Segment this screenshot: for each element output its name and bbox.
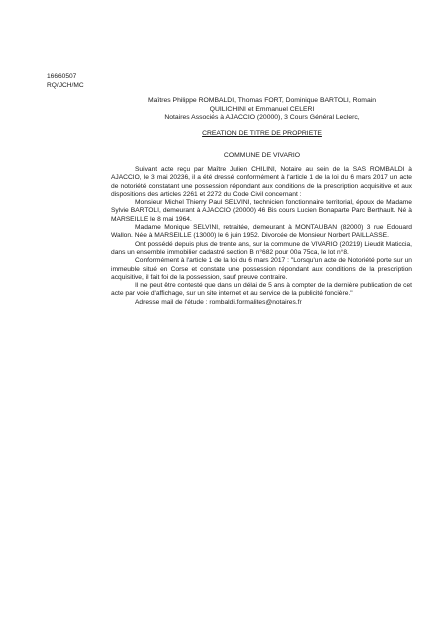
notaires-line-2: QUILICHINI et Emmanuel CELERI [209, 105, 315, 113]
paragraph-acte: Suivant acte reçu par Maître Julien CHILINI, Notaire au sein de la SAS ROMBALDI à AJACCIO, le 3 mai 20236, il a été dressé conformément à l'article 1 de la loi du 6 mars 2017 un acte de notoriété constatant une possession répondant aux conditions de la prescription acquisitive et aux dispositions des articles 2261 et 2272 du Code Civil concernant : [111, 166, 412, 198]
commune-heading: COMMUNE DE VIVARIO [223, 152, 301, 159]
paragraph-email: Adresse mail de l'étude : rombaldi.formalites@notaires.fr [135, 298, 302, 306]
document-title: CREATION DE TITRE DE PROPRIETE [202, 130, 322, 137]
paragraph-delai: Il ne peut être contesté que dans un délai de 5 ans à compter de la dernière publication de cet acte par voie d'affichage, sur un site internet et au service de la publicité foncière." [111, 282, 412, 298]
notaires-header [112, 97, 412, 123]
paragraph-possession: Ont possédé depuis plus de trente ans, sur la commune de VIVARIO (20219) Lieudit Maticcia, dans un ensemble immobilier cadastré section B n°682 pour 00a 75ca, le lot n°8. [111, 240, 412, 256]
paragraph-loi-article: Conformément à l'article 1 de la loi du 6 mars 2017 : "Lorsqu'un acte de Notoriété porte sur un immeuble situé en Corse et constate une possession répondant aux conditions de la prescription acquisitive, il fait foi de la possession, sauf preuve contraire. [111, 257, 412, 281]
reference-number: 16660507 [47, 73, 77, 80]
document-body [111, 166, 412, 307]
notaires-line-1: Maîtres Philippe ROMBALDI, Thomas FORT, Dominique BARTOLI, Romain [147, 97, 377, 104]
reference-initials: RQ/JCH/MC [47, 82, 84, 89]
paragraph-michel-selvini: Monsieur Michel Thierry Paul SELVINI, technicien fonctionnaire territorial, époux de Madame Sylvie BARTOLI, demeurant à AJACCIO (20000) 46 Bis cours Lucien Bonaparte Parc Berthault. Né à MARSEILLE le 8 mai 1964. [111, 199, 412, 223]
reference-block [47, 72, 84, 90]
paragraph-monique-selvini: Madame Monique SELVINI, retraitée, demeurant à MONTAUBAN (82000) 3 rue Edouard Wallon. Née à MARSEILLE (13000) le 6 juin 1952. Divorcée de Monsieur Norbert PAILLASSE. [111, 224, 412, 240]
notaires-line-3: Notaires Associés à AJACCIO (20000), 3 Cours Général Leclerc, [164, 114, 360, 122]
